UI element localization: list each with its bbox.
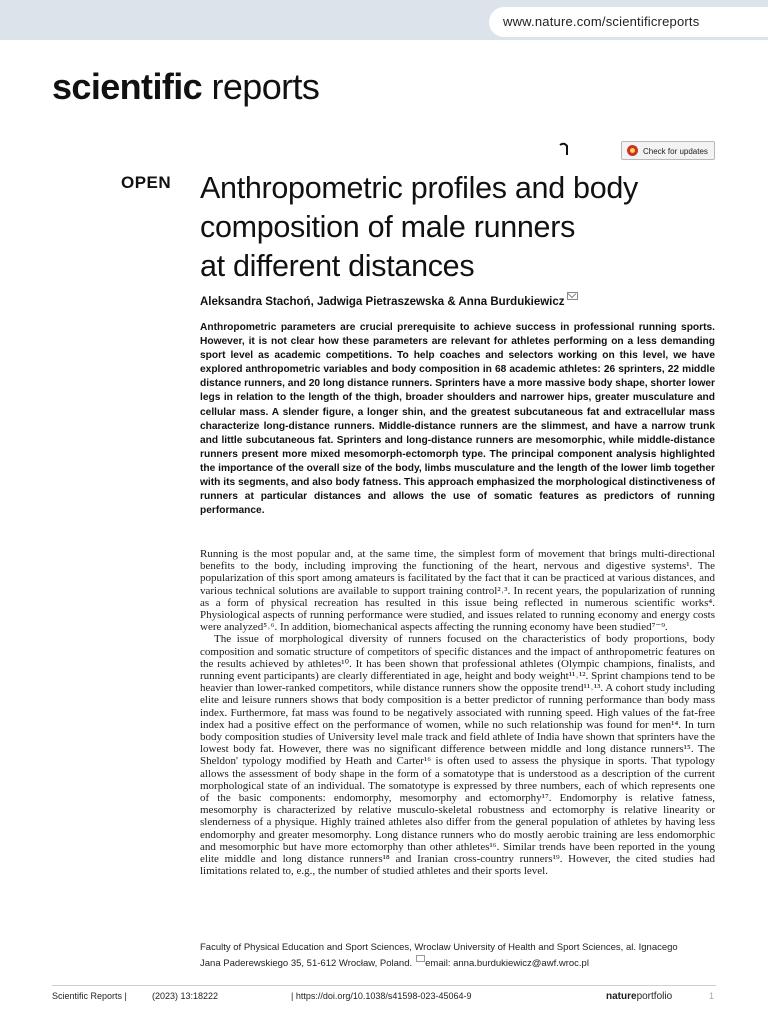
journal-url[interactable]: www.nature.com/scientificreports	[489, 7, 768, 37]
title-line: Anthropometric profiles and body	[200, 171, 638, 205]
footer-doi-link[interactable]: | https://doi.org/10.1038/s41598-023-45064-9	[291, 991, 472, 1001]
footer-divider	[52, 985, 716, 986]
article-body	[200, 548, 715, 877]
crossmark-icon[interactable]	[557, 141, 571, 157]
affiliation-note	[200, 940, 720, 971]
envelope-icon	[416, 955, 425, 962]
article-title	[200, 169, 720, 286]
check-for-updates-label: Check for updates	[643, 147, 708, 156]
title-line: at different distances	[200, 249, 475, 283]
correspondence-mail-icon[interactable]	[567, 292, 578, 300]
title-line: composition of male runners	[200, 210, 576, 244]
body-paragraph: Running is the most popular and, at the same time, the simplest form of movement that brings multi-directional benefits to the body, including improving the functioning of the heart, nervous and digestive systems¹. The popularization of this sport among amateurs is facilitated by the fact that it can be practiced at various distances, and various technical solutions are available to support training control²˒³. In recent years, the popularization of running as a form of physical recreation has resulted in this issue being reflected in numerous scientific works⁴. Physiological aspects of running performance were studied, and issues related to running economy and energy costs were analyzed⁵˒⁶. In addition, biomechanical aspects affecting the running economy have been studied⁷⁻⁹.	[200, 548, 715, 634]
footer-brand-regular: portfolio	[636, 991, 673, 1002]
footer-journal: Scientific Reports |	[52, 991, 127, 1001]
logo-bold-text: scientific	[52, 66, 203, 107]
body-paragraph: The issue of morphological diversity of runners focused on the characteristics of body proportions, body composition and somatic structure of competitors of specific distances and the impact of anthropometric features on the results achieved by athletes¹⁰. It has been shown that professional athletes (Olympic champions, finalists, and running event participants) are clearly differentiated in age, height and body weight¹¹˒¹². Sprint champions tend to be heavier than lower-ranked competitors, while distance runners show the opposite trend¹¹˒¹³. A cohort study including elite and leisure runners shows that body composition is a better predictor of running performance than body mass index. Furthermore, fat mass was found to be negatively associated with running speed. High values of the fat-free index had a positive effect on the performance of women, while no such relationship was found for men¹⁴. In turn body composition studies of University level male track and field athlete of India have shown that sprinters have the lowest body fat. However, there was no significant difference between middle and long distance runners¹⁵. The Sheldon' typology modified by Heath and Carter¹⁶ is often used to assess the physique in sports. That typology allows the assessment of body shape in the form of a somatotype that is understood as a description of the current morphological state of an individual. The somatotype is expressed by three numbers, each of which represents one of the basic components: endomorphy, mesomorphy and ectomorphy¹⁷. Endomorphy is relative fatness, mesomorphy is characterized by relative musculo-skeletal robustness and ectomorphy is relative linearity or slenderness of a physique. Highly trained athletes also differ from the general population of athletes by having less endomorphy and greater mesomorphy. Long distance runners who do mostly aerobic training are less endomorphic and mesomorphic but have more ectomorphy than other athletes¹⁶. Similar trends have been reported in the young elite middle and long distance runners¹⁸ and Iranian cross-country runners¹⁹. However, the cited studies had limitations related to, e.g., the number of studied athletes and their sports level.	[200, 633, 715, 878]
page-number: 1	[709, 991, 715, 1001]
open-access-label: OPEN	[121, 173, 172, 192]
update-check-icon	[627, 145, 638, 156]
email-link[interactable]: email: anna.burdukiewicz@awf.wroc.pl	[425, 958, 589, 969]
abstract: Anthropometric parameters are crucial prerequisite to achieve success in professional running sports. However, it is not clear how these parameters are relevant for athletes performing on a less demanding sport level as academic competitions. To help coaches and selectors working on this level, we have explored anthropometric variables and body composition in 68 academic athletes: 26 sprinters, 22 middle distance runners, and 20 long distance runners. Sprinters have a more massive body shape, shorter lower legs in relation to the length of the thigh, broader shoulders and narrower hips, greater musculature and cellular mass. A slender figure, a longer shin, and the greatest subcutaneous fat and extracellular mass characterize long-distance runners. Middle-distance runners are the slimmest, and have a narrow trunk and little subcutaneous fat. Sprinters and long-distance runners are mesomorphic, while middle-distance runners present more mixed mesomorph-ectomorph type. The principal component analysis highlighted the importance of the overall size of the body, limbs musculature and the length of the lower limb together with its segments, and also body fatness. This approach emphasized the morphological distinctiveness of runners at particular distances and allows the use of somatic features as predictors of running performance.	[200, 322, 715, 517]
footer-year-ref: (2023) 13:18222	[152, 991, 219, 1001]
footer-brand-bold: nature	[606, 991, 637, 1002]
journal-logo	[52, 66, 319, 108]
affiliation-address: Jana Paderewskiego 35, 51-612 Wrocław, Poland.	[200, 958, 413, 969]
author-list	[200, 292, 720, 308]
authors-text: Aleksandra Stachoń, Jadwiga Pietraszewska & Anna Burdukiewicz	[200, 296, 565, 308]
affiliation-line	[200, 955, 720, 971]
logo-regular-text: reports	[202, 66, 320, 107]
check-for-updates-button[interactable]	[621, 141, 715, 160]
top-banner	[0, 0, 768, 40]
affiliation-line: Faculty of Physical Education and Sport Sciences, Wroclaw University of Health and Sport Sciences, al. Ignacego	[200, 942, 678, 953]
nature-portfolio-logo	[606, 991, 672, 1005]
